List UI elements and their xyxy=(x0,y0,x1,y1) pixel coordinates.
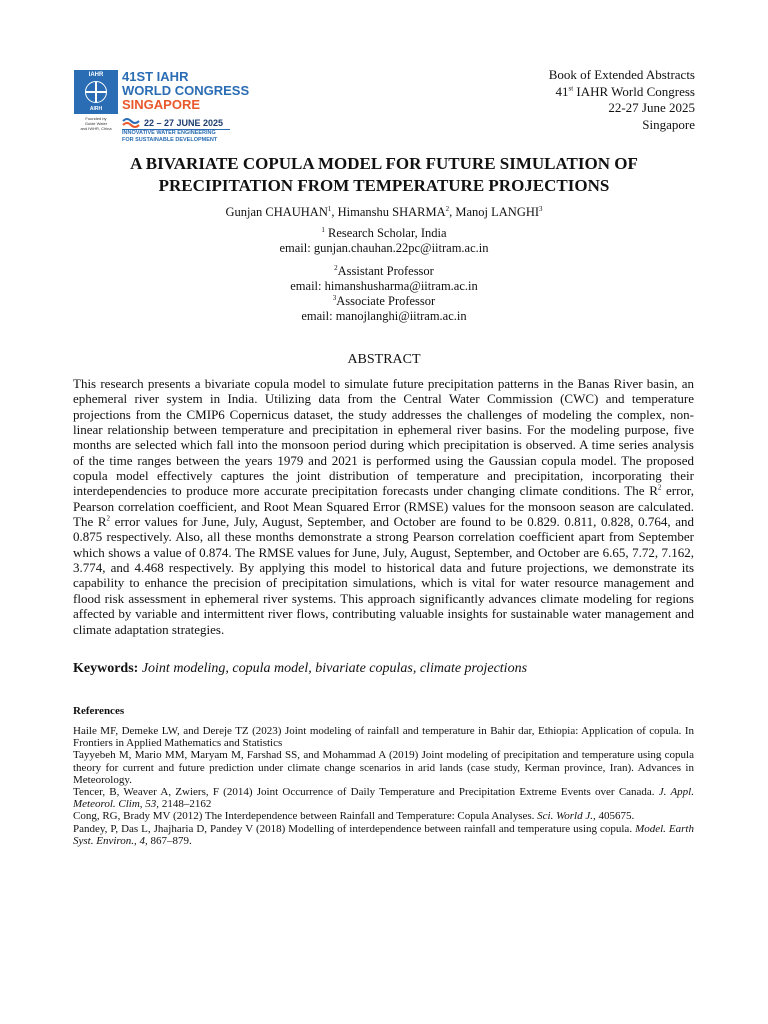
affiliation-1: $^1$ Research Scholar, India email: gunjan.chauhan.22pc@iitram.ac.in xyxy=(74,226,694,256)
conference-location: Singapore xyxy=(642,116,695,132)
abstract-heading: ABSTRACT xyxy=(347,352,421,367)
logo-city: SINGAPORE xyxy=(122,97,201,112)
conference-book: Book of Extended Abstracts xyxy=(548,67,695,82)
affiliation-2: $^2$Assistant Professor email: himanshusharma@iitram.ac.in xyxy=(74,264,694,294)
reference-item: Haile MF, Demeke LW, and Dereje TZ (2023) Joint modeling of rainfall and temperature in Bahir dar, Ethiopia: Application of copula. In Frontiers in Applied Mathematics and Statistics xyxy=(73,725,694,750)
congress-logo xyxy=(74,69,250,143)
paper-title: A BIVARIATE COPULA MODEL FOR FUTURE SIMULATION OF PRECIPITATION FROM TEMPERATURE PROJECTIONS xyxy=(130,154,638,195)
reference-item: Tayyebeh M, Mario MM, Maryam M, Farshad SS, and Mohammad A (2019) Joint modeling of precipitation and temperature using copula theory for current and future prediction under climate change scenarios in arid lands (case study, Kerman province, Iran). Advances in Meteorology. xyxy=(73,749,694,786)
globe-icon xyxy=(85,81,107,103)
logo-congress-title: 41ST IAHR WORLD CONGRESS xyxy=(122,69,250,98)
logo-founder-note: Founded by Guide Water and IWHR, China xyxy=(80,116,112,131)
logo-dates: 22 – 27 JUNE 2025 xyxy=(144,118,224,128)
email-address: email: himanshusharma@iitram.ac.in xyxy=(290,279,478,293)
author-list: Gunjan CHAUHAN$^1$, Himanshu SHARMA$^2$, Manoj LANGHI$^3$ xyxy=(225,204,543,219)
keywords-label: Keywords: xyxy=(73,661,139,676)
reference-item: Cong, RG, Brady MV (2012) The Interdependence between Rainfall and Temperature: Copula Analyses. Sci. World J., 405675. xyxy=(73,810,635,823)
conference-dates: 22-27 June 2025 xyxy=(608,100,695,115)
email-address: email: gunjan.chauhan.22pc@iitram.ac.in xyxy=(279,241,489,255)
wave-icon xyxy=(122,116,140,128)
abstract-body: This research presents a bivariate copula model to simulate future precipitation patterns in the Banas River basin, an ephemeral river system in India. Utilizing data from the Central Water Commission (CWC) and temperature projections from the CMIP6 Copernicus dataset, the study addresses the challenges of modeling the complex, non-linear relationship between temperature and precipitation in ephemeral river basins. For the modeling purpose, five months are selected which fall into the monsoon period during which precipitation is observed. A time series analysis of the time ranges between the years 1979 and 2021 is performed using the Gaussian copula model. The proposed copula model effectively captures the joint distribution of temperature and precipitation, incorporating their interdependencies to produce more accurate precipitation forecasts under changing climate conditions. The $R^2$ error, Pearson correlation coefficient, and Root Mean Squared Error (RMSE) values for the monsoon season are calculated. The $R^2$ error values for June, July, August, September, and October are found to be 0.829. 0.811, 0.828, 0.764, and 0.875 respectively. Also, all these months demonstrate a strong Pearson correlation coefficient apart from September which shows a value of 0.874. The RMSE values for June, July, August, September, and October are 6.65, 7.72, 7.162, 3.774, and 4.468 respectively. By applying this model to historical data and future projections, we demonstrate its capability to enhance the precision of precipitation simulations, which is vital for water resource management and flood risk assessment in ephemeral river systems. This approach significantly advances climate modeling for regions affected by variable and intermittent river flows, contributing valuable insights for sustainable water management and climate adaptation strategies. xyxy=(73,376,694,637)
affiliation-3: $^3$Associate Professor email: manojlanghi@iitram.ac.in xyxy=(74,294,694,324)
reference-item: Pandey, P, Das L, Jhajharia D, Pandey V (2018) Modelling of interdependence between rainfall and temperature using copula. Model. Earth Syst. Environ., 4, 867–879. xyxy=(73,822,694,847)
conference-info xyxy=(549,67,695,133)
reference-item: Tencer, B, Weaver A, Zwiers, F (2014) Joint Occurrence of Daily Temperature and Precipitation Extreme Events over Canada. J. Appl. Meteorol. Clim, 53, 2148–2162 xyxy=(73,786,694,811)
references-list xyxy=(73,725,694,847)
author-name: Manoj LANGHI xyxy=(455,205,540,219)
conference-name: 41st IAHR World Congress xyxy=(555,83,695,99)
email-address: email: manojlanghi@iitram.ac.in xyxy=(301,309,467,323)
iahr-logo-icon: IAHR AIRH xyxy=(74,70,118,114)
logo-tagline: INNOVATIVE WATER ENGINEERING FOR SUSTAINABLE DEVELOPMENT xyxy=(122,130,218,143)
references-heading: References xyxy=(73,705,125,717)
author-name: Gunjan CHAUHAN xyxy=(225,205,328,219)
author-name: Himanshu SHARMA xyxy=(337,205,446,219)
keywords-text: Joint modeling, copula model, bivariate copulas, climate projections xyxy=(138,661,528,676)
keywords xyxy=(73,660,694,677)
